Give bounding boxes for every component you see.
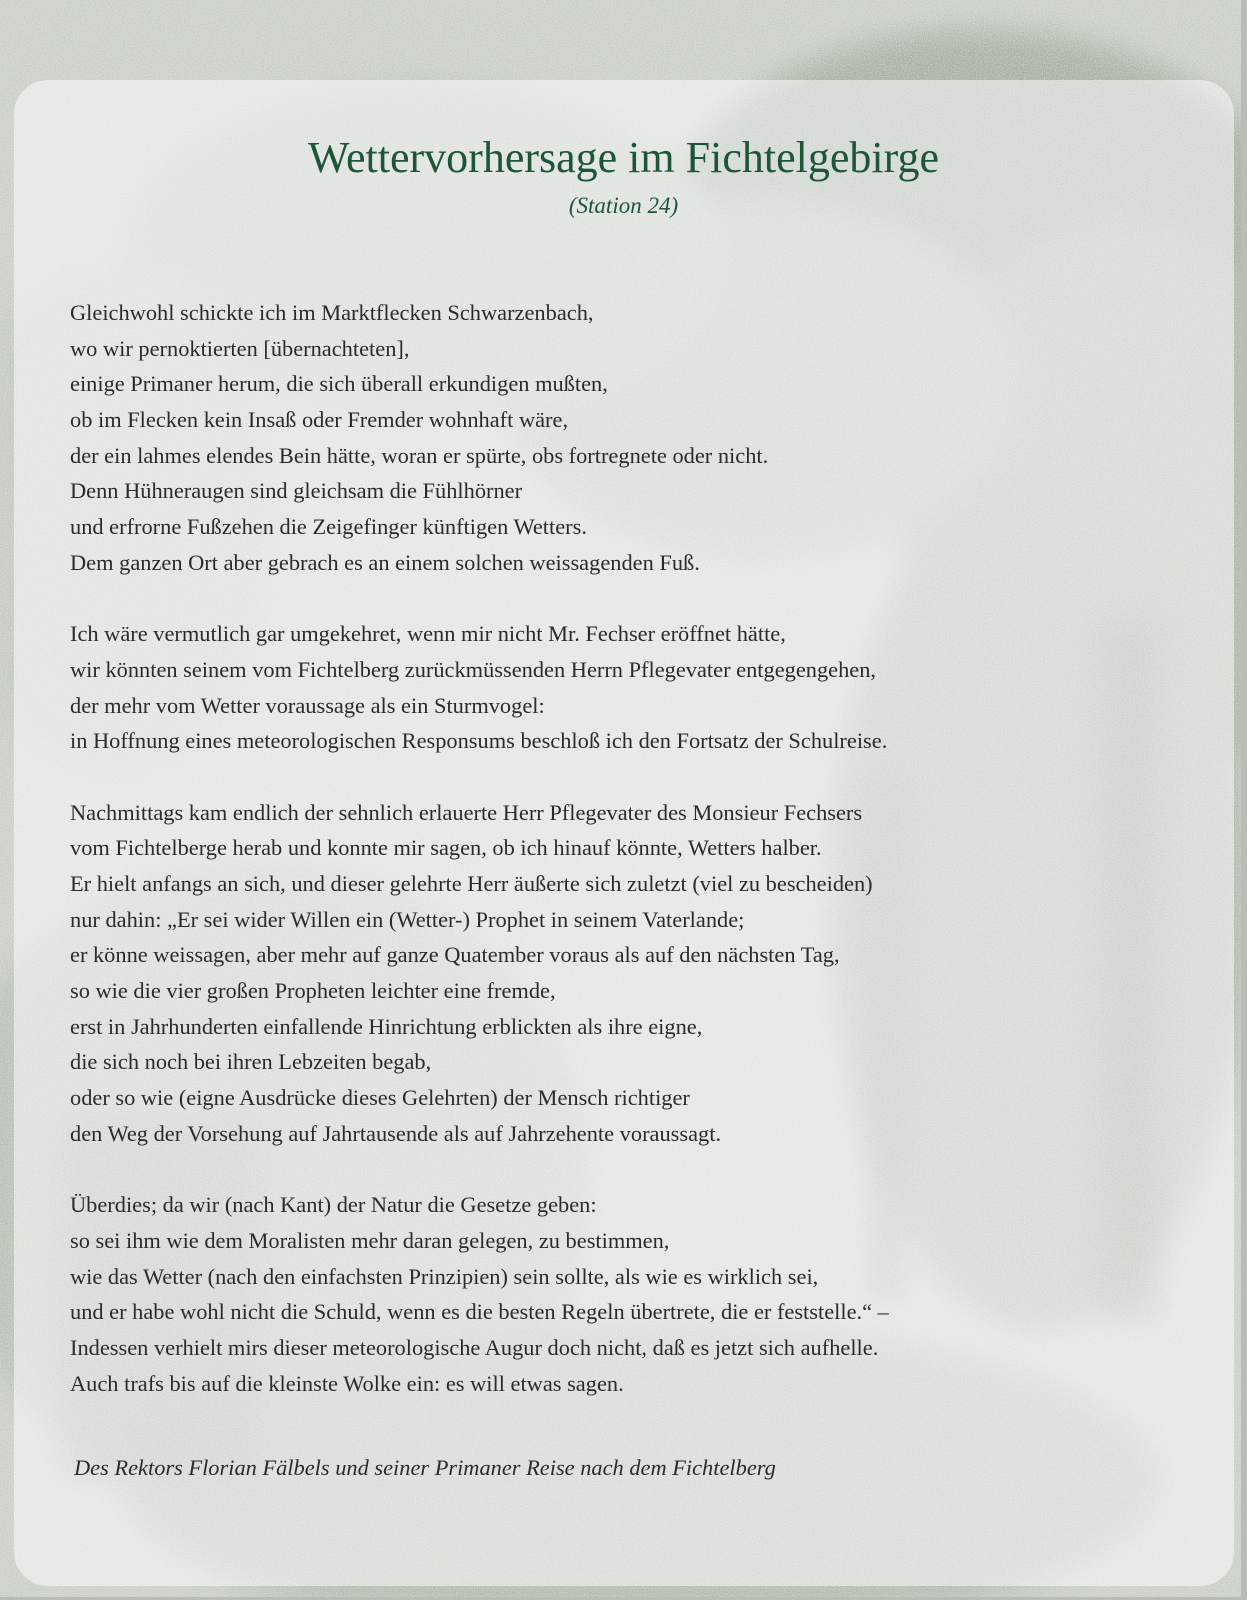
text-line: Nachmittags kam endlich der sehnlich erlauerte Herr Pflegevater des Monsieur Fechsers: [70, 799, 863, 825]
paragraph: [70, 616, 1190, 759]
paragraph-gap: [70, 1152, 1190, 1188]
text-line: die sich noch bei ihren Lebzeiten begab,: [70, 1049, 432, 1075]
page-subtitle: (Station 24): [568, 193, 679, 218]
text-line: einige Primaner herum, die sich überall erkundigen mußten,: [70, 371, 608, 397]
paragraph: [70, 1187, 1190, 1401]
text-line: wo wir pernoktierten [übernachteten],: [70, 335, 410, 361]
text-line: er könne weissagen, aber mehr auf ganze Quatember voraus als auf den nächsten Tag,: [70, 942, 840, 968]
text-line: wie das Wetter (nach den einfachsten Prinzipien) sein sollte, als wie es wirklich sei,: [70, 1263, 819, 1289]
right-edge-strip: [1241, 0, 1247, 1600]
text-line: Auch trafs bis auf die kleinste Wolke ein: es will etwas sagen.: [70, 1370, 624, 1396]
paragraph-gap: [70, 581, 1190, 617]
text-line: in Hoffnung eines meteorologischen Responsums beschloß ich den Fortsatz der Schulreise.: [70, 728, 888, 754]
paragraph: [70, 795, 1190, 1152]
text-line: so sei ihm wie dem Moralisten mehr daran gelegen, zu bestimmen,: [70, 1227, 670, 1253]
text-line: der mehr vom Wetter voraussage als ein Sturmvogel:: [70, 692, 545, 718]
text-line: Überdies; da wir (nach Kant) der Natur die Gesetze geben:: [70, 1192, 597, 1218]
page-title: Wettervorhersage im Fichtelgebirge: [308, 133, 939, 182]
text-line: erst in Jahrhunderten einfallende Hinrichtung erblickten als ihre eigne,: [70, 1013, 703, 1039]
paragraph-gap: [70, 759, 1190, 795]
text-line: und erfrorne Fußzehen die Zeigefinger künftigen Wetters.: [70, 514, 587, 540]
text-line: Dem ganzen Ort aber gebrach es an einem solchen weissagenden Fuß.: [70, 549, 700, 575]
text-line: oder so wie (eigne Ausdrücke dieses Gelehrten) der Mensch richtiger: [70, 1085, 690, 1111]
text-body: [70, 295, 1190, 1401]
text-line: Denn Hühneraugen sind gleichsam die Fühlhörner: [70, 478, 523, 504]
text-line: der ein lahmes elendes Bein hätte, woran er spürte, obs fortregnete oder nicht.: [70, 442, 769, 468]
text-line: Indessen verhielt mirs dieser meteorologische Augur doch nicht, daß es jetzt sich aufhelle.: [70, 1334, 879, 1360]
text-line: ob im Flecken kein Insaß oder Fremder wohnhaft wäre,: [70, 407, 569, 433]
text-line: Er hielt anfangs an sich, und dieser gelehrte Herr äußerte sich zuletzt (viel zu bescheiden): [70, 871, 873, 896]
text-line: vom Fichtelberge herab und konnte mir sagen, ob ich hinauf könnte, Wetters halber.: [70, 835, 822, 861]
text-line: Gleichwohl schickte ich im Marktflecken Schwarzenbach,: [70, 300, 594, 325]
text-line: und er habe wohl nicht die Schuld, wenn es die besten Regeln übertrete, die er feststelle.“ –: [70, 1299, 889, 1325]
paragraph: [70, 295, 1190, 581]
text-line: wir könnten seinem vom Fichtelberg zurückmüssenden Herrn Pflegevater entgegengehen,: [70, 656, 877, 682]
source-attribution: Des Rektors Florian Fälbels und seiner Primaner Reise nach dem Fichtelberg: [74, 1455, 776, 1480]
text-line: den Weg der Vorsehung auf Jahrtausende als auf Jahrzehente voraussagt.: [70, 1120, 722, 1146]
text-line: so wie die vier großen Propheten leichter eine fremde,: [70, 978, 556, 1004]
text-line: Ich wäre vermutlich gar umgekehret, wenn mir nicht Mr. Fechser eröffnet hätte,: [70, 621, 786, 647]
text-line: nur dahin: „Er sei wider Willen ein (Wetter-) Prophet in seinem Vaterlande;: [70, 906, 745, 932]
